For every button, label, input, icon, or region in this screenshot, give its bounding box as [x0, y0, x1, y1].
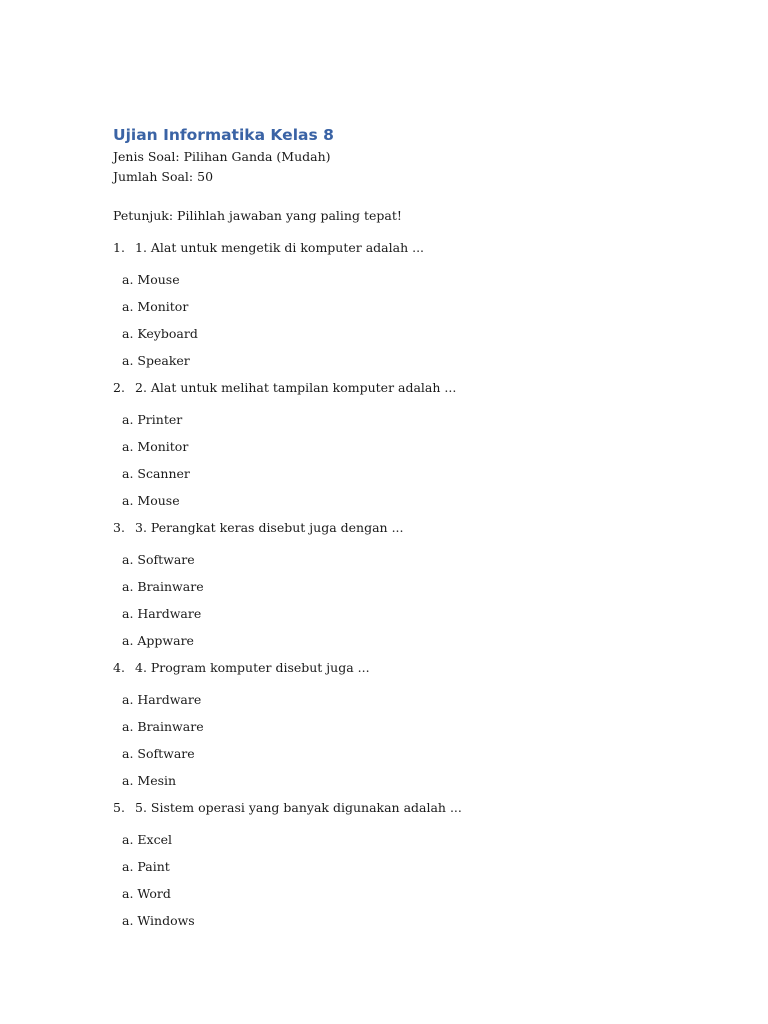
answer-option: a. Word — [122, 886, 171, 901]
question-text: 3. Perangkat keras disebut juga dengan ... — [135, 520, 404, 535]
answer-option: a. Scanner — [122, 466, 190, 481]
question-count-line: Jumlah Soal: 50 — [113, 169, 214, 184]
answer-option: a. Speaker — [122, 353, 190, 368]
answer-option: a. Hardware — [122, 606, 202, 621]
instruction-text: Petunjuk: Pilihlah jawaban yang paling tepat! — [113, 208, 402, 223]
answer-option: a. Monitor — [122, 299, 189, 314]
question-3 — [113, 518, 713, 538]
answer-option: a. Mouse — [122, 272, 180, 287]
question-number: 1. — [113, 240, 125, 255]
question-number: 4. — [113, 660, 125, 675]
question-type-line: Jenis Soal: Pilihan Ganda (Mudah) — [113, 149, 331, 164]
document-title: Ujian Informatika Kelas 8 — [113, 126, 334, 144]
question-text: 1. Alat untuk mengetik di komputer adalah ... — [135, 240, 425, 255]
answer-option: a. Monitor — [122, 439, 189, 454]
answer-option: a. Mesin — [122, 773, 177, 788]
question-2 — [113, 378, 713, 398]
question-1 — [113, 238, 713, 258]
question-block-2 — [113, 378, 713, 511]
answer-option: a. Brainware — [122, 579, 204, 594]
question-number: 5. — [113, 800, 125, 815]
question-block-4 — [113, 658, 713, 791]
question-number: 3. — [113, 520, 125, 535]
question-5 — [113, 798, 713, 818]
question-text: 2. Alat untuk melihat tampilan komputer adalah ... — [135, 380, 457, 395]
answer-option: a. Brainware — [122, 719, 204, 734]
answer-option: a. Keyboard — [122, 326, 198, 341]
answer-option: a. Hardware — [122, 692, 202, 707]
question-number: 2. — [113, 380, 125, 395]
answer-option: a. Windows — [122, 913, 195, 928]
answer-option: a. Paint — [122, 859, 170, 874]
question-block-1 — [113, 238, 713, 371]
document-page — [113, 124, 713, 938]
answer-option: a. Appware — [122, 633, 194, 648]
answer-option: a. Excel — [122, 832, 172, 847]
question-text: 5. Sistem operasi yang banyak digunakan adalah ... — [135, 800, 462, 815]
answer-option: a. Software — [122, 746, 195, 761]
answer-option: a. Software — [122, 552, 195, 567]
question-text: 4. Program komputer disebut juga ... — [135, 660, 370, 675]
answer-option: a. Printer — [122, 412, 183, 427]
answer-option: a. Mouse — [122, 493, 180, 508]
question-block-3 — [113, 518, 713, 651]
question-block-5 — [113, 798, 713, 931]
question-4 — [113, 658, 713, 678]
